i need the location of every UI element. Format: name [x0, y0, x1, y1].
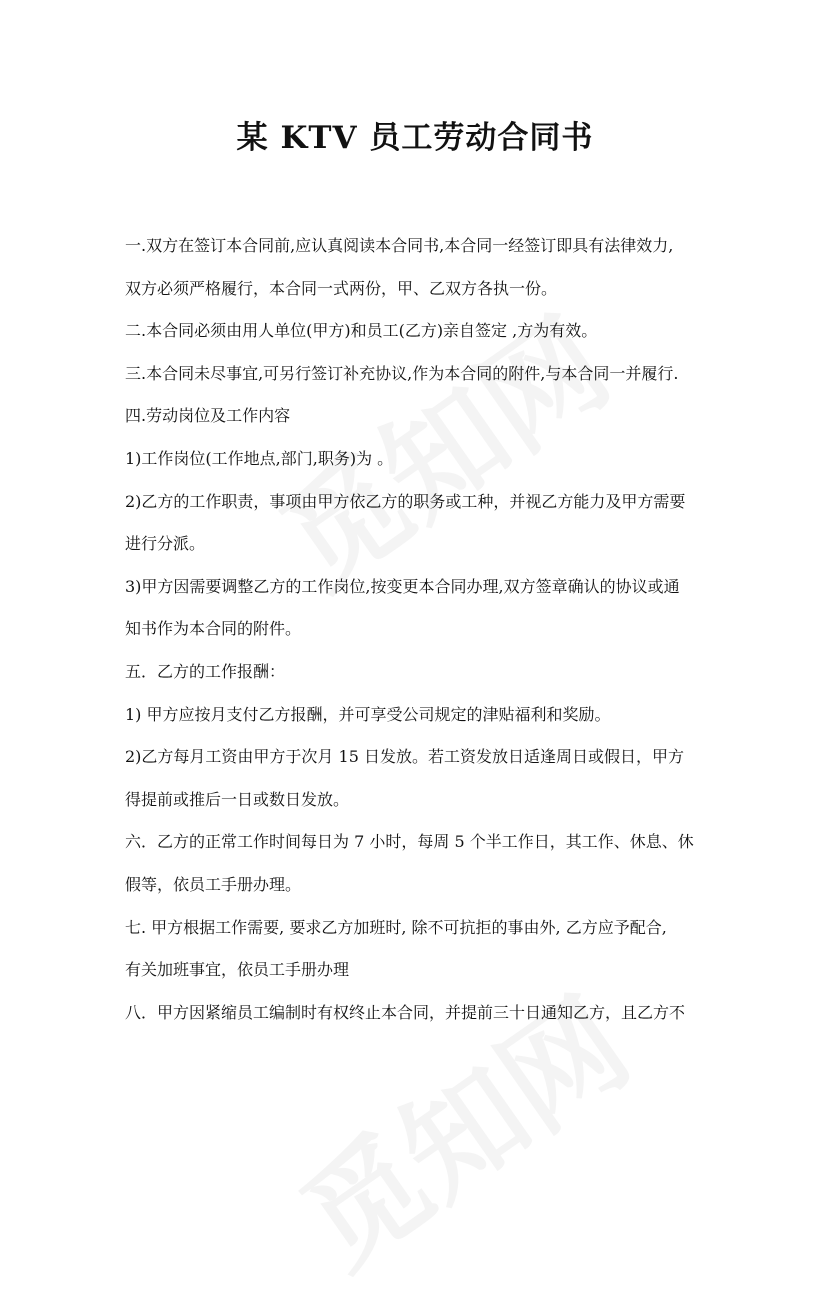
paragraph-line: 1)工作岗位(工作地点,部门,职务)为 。: [125, 448, 394, 468]
paragraph-line: 进行分派。: [125, 534, 206, 554]
paragraph-line: 一.双方在签订本合同前,应认真阅读本合同书,本合同一经签订即具有法律效力,: [125, 236, 674, 255]
paragraph-line: 1) 甲方应按月支付乙方报酬，并可享受公司规定的津贴福利和奖励。: [125, 704, 611, 724]
paragraph-line: 知书作为本合同的附件。: [125, 619, 302, 639]
paragraph-line: 二.本合同必须由用人单位(甲方)和员工(乙方)亲自签定 ,方为有效。: [125, 321, 598, 341]
paragraph-line: 三.本合同未尽事宜,可另行签订补充协议,作为本合同的附件,与本合同一并履行.: [125, 363, 679, 383]
document-title: 某 KTV 员工劳动合同书: [236, 120, 594, 156]
paragraph-line: 双方必须严格履行，本合同一式两份，甲、乙双方各执一份。: [125, 278, 558, 298]
section-heading: 五．乙方的工作报酬：: [125, 661, 286, 681]
paragraph-line: 得提前或推后一日或数日发放。: [125, 789, 350, 809]
paragraph-line: 假等，依员工手册办理。: [125, 874, 302, 894]
paragraph-line: 七. 甲方根据工作需要, 要求乙方加班时, 除不可抗拒的事由外, 乙方应予配合,: [125, 917, 667, 937]
paragraph-line: 六．乙方的正常工作时间每日为 7 小时，每周 5 个半工作日，其工作、休息、休: [125, 832, 694, 852]
paragraph-line: 八．甲方因紧缩员工编制时有权终止本合同，并提前三十日通知乙方，且乙方不: [125, 1002, 686, 1022]
paragraph-line: 2)乙方的工作职责，事项由甲方依乙方的职务或工种，并视乙方能力及甲方需要: [125, 491, 686, 511]
paragraph-line: 3)甲方因需要调整乙方的工作岗位,按变更本合同办理,双方签章确认的协议或通: [125, 576, 680, 596]
document-body: [125, 236, 715, 1045]
paragraph-line: 有关加班事宜，依员工手册办理: [125, 960, 350, 980]
paragraph-line: 2)乙方每月工资由甲方于次月 15 日发放。若工资发放日适逢周日或假日，甲方: [125, 747, 684, 767]
section-heading: 四.劳动岗位及工作内容: [125, 406, 291, 426]
